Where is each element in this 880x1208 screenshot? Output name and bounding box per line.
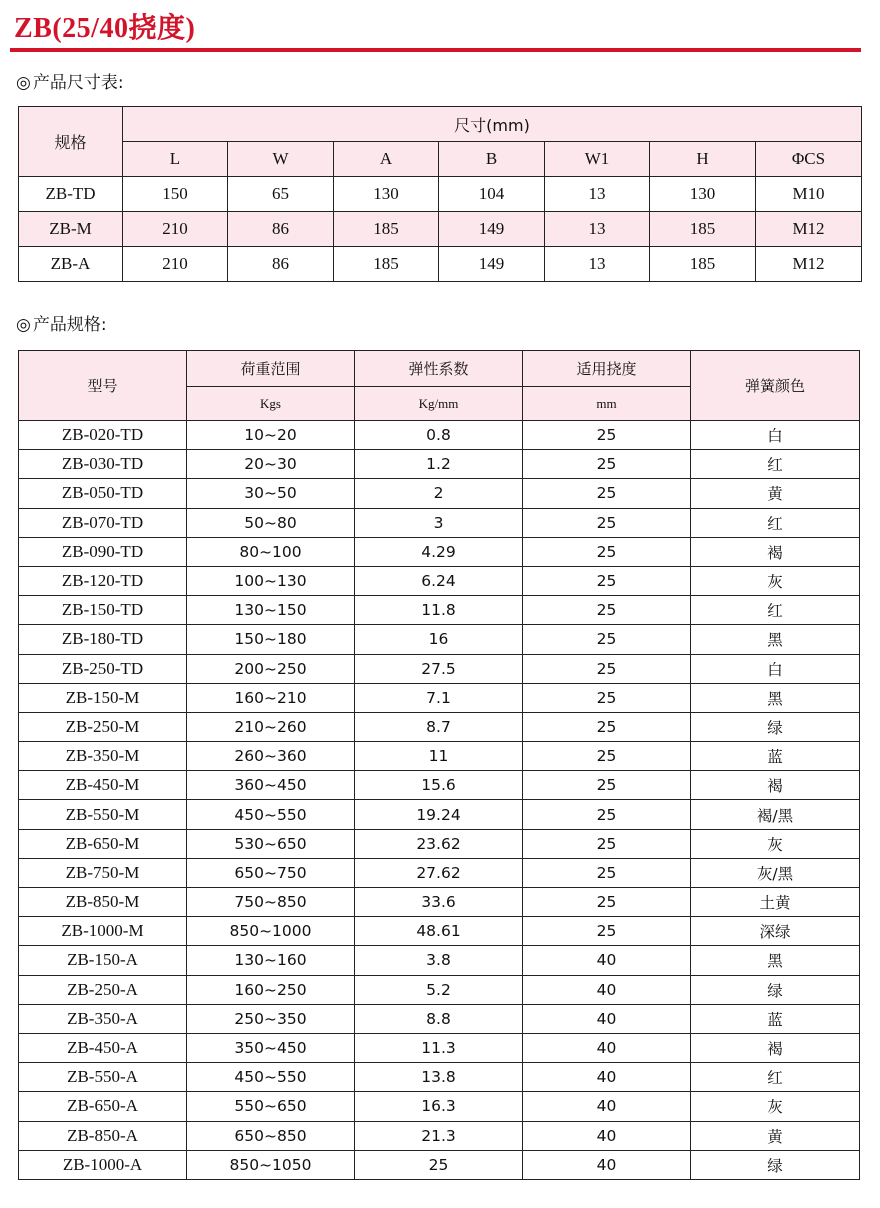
table-row xyxy=(19,683,860,712)
table-cell: 绿 xyxy=(691,712,860,741)
table-cell: 50~80 xyxy=(187,508,355,537)
table-cell: 黄 xyxy=(691,479,860,508)
table-cell: 210~260 xyxy=(187,712,355,741)
table-cell: 25 xyxy=(523,858,691,887)
section-label: 产品尺寸表: xyxy=(32,73,124,93)
model-cell: ZB-180-TD xyxy=(19,625,187,654)
model-cell: ZB-850-M xyxy=(19,888,187,917)
unit-label: mm xyxy=(523,387,691,421)
table-cell: 13 xyxy=(545,212,650,247)
table-cell: 红 xyxy=(691,1063,860,1092)
row-header-spec: 规格 xyxy=(19,107,123,177)
table-cell: 25 xyxy=(523,421,691,450)
table-cell: 褐 xyxy=(691,537,860,566)
table-cell: 850~1050 xyxy=(187,1150,355,1179)
table-cell: 23.62 xyxy=(355,829,523,858)
table-cell: M10 xyxy=(756,177,862,212)
table-cell: 40 xyxy=(523,1121,691,1150)
table-cell: 11 xyxy=(355,742,523,771)
table-cell: M12 xyxy=(756,212,862,247)
table-cell: 130~150 xyxy=(187,596,355,625)
table-cell: 蓝 xyxy=(691,742,860,771)
table-cell: 185 xyxy=(334,247,439,282)
table-cell: 40 xyxy=(523,1004,691,1033)
table-cell: 13 xyxy=(545,177,650,212)
table-row xyxy=(19,537,860,566)
table-cell: 25 xyxy=(523,917,691,946)
model-cell: ZB-030-TD xyxy=(19,450,187,479)
table-cell: 40 xyxy=(523,1063,691,1092)
table-cell: 4.29 xyxy=(355,537,523,566)
model-cell: ZB-450-M xyxy=(19,771,187,800)
column-header-spring-rate: 弹性系数 xyxy=(355,351,523,387)
table-cell: 86 xyxy=(228,247,334,282)
table-cell: 红 xyxy=(691,508,860,537)
table-cell: 160~250 xyxy=(187,975,355,1004)
unit-label: Kg/mm xyxy=(355,387,523,421)
table-cell: 13.8 xyxy=(355,1063,523,1092)
table-cell: 25 xyxy=(523,800,691,829)
table-cell: 1.2 xyxy=(355,450,523,479)
table-cell: 7.1 xyxy=(355,683,523,712)
table-cell: 650~750 xyxy=(187,858,355,887)
table-cell: 210 xyxy=(123,212,228,247)
table-row xyxy=(19,1092,860,1121)
table-cell: 25 xyxy=(355,1150,523,1179)
table-cell: 5.2 xyxy=(355,975,523,1004)
table-row xyxy=(19,946,860,975)
table-row xyxy=(19,1004,860,1033)
table-cell: 红 xyxy=(691,450,860,479)
table-cell: 200~250 xyxy=(187,654,355,683)
column-header: B xyxy=(439,142,545,177)
table-cell: 48.61 xyxy=(355,917,523,946)
table-cell: 3.8 xyxy=(355,946,523,975)
dimension-table xyxy=(18,106,862,282)
table-cell: 11.8 xyxy=(355,596,523,625)
table-cell: 185 xyxy=(650,212,756,247)
table-row xyxy=(19,917,860,946)
table-cell: 15.6 xyxy=(355,771,523,800)
table-cell: 6.24 xyxy=(355,566,523,595)
table-cell: 黄 xyxy=(691,1121,860,1150)
table-cell: 白 xyxy=(691,654,860,683)
table-cell: 25 xyxy=(523,508,691,537)
table-row xyxy=(19,800,860,829)
title-divider xyxy=(10,48,861,52)
table-cell: 25 xyxy=(523,829,691,858)
table-cell: 16 xyxy=(355,625,523,654)
table-cell: 10~20 xyxy=(187,421,355,450)
table-cell: 149 xyxy=(439,247,545,282)
table-cell: 850~1000 xyxy=(187,917,355,946)
column-header-load-range: 荷重范围 xyxy=(187,351,355,387)
table-row xyxy=(19,888,860,917)
table-cell: 3 xyxy=(355,508,523,537)
table-cell: 16.3 xyxy=(355,1092,523,1121)
table-cell: 0.8 xyxy=(355,421,523,450)
model-cell: ZB-550-M xyxy=(19,800,187,829)
table-cell: 40 xyxy=(523,1150,691,1179)
table-cell: 绿 xyxy=(691,1150,860,1179)
table-cell: 25 xyxy=(523,742,691,771)
table-cell: 灰/黑 xyxy=(691,858,860,887)
table-cell: 40 xyxy=(523,975,691,1004)
table-row xyxy=(19,421,860,450)
table-cell: 黑 xyxy=(691,946,860,975)
table-cell: 550~650 xyxy=(187,1092,355,1121)
column-header: A xyxy=(334,142,439,177)
table-row xyxy=(19,712,860,741)
table-cell: 27.62 xyxy=(355,858,523,887)
table-cell: M12 xyxy=(756,247,862,282)
table-row xyxy=(19,596,860,625)
model-cell: ZB-090-TD xyxy=(19,537,187,566)
column-header: L xyxy=(123,142,228,177)
model-cell: ZB-120-TD xyxy=(19,566,187,595)
table-row xyxy=(19,508,860,537)
table-cell: 40 xyxy=(523,1092,691,1121)
column-header-deflection: 适用挠度 xyxy=(523,351,691,387)
table-cell: 360~450 xyxy=(187,771,355,800)
table-cell: 130~160 xyxy=(187,946,355,975)
table-cell: 土黄 xyxy=(691,888,860,917)
row-label: ZB-M xyxy=(19,212,123,247)
table-cell: 红 xyxy=(691,596,860,625)
table-cell: 8.8 xyxy=(355,1004,523,1033)
table-cell: 33.6 xyxy=(355,888,523,917)
column-header: W1 xyxy=(545,142,650,177)
section-label: 产品规格: xyxy=(32,315,107,335)
table-cell: 黑 xyxy=(691,683,860,712)
model-cell: ZB-350-A xyxy=(19,1004,187,1033)
table-cell: 40 xyxy=(523,1033,691,1062)
table-cell: 260~360 xyxy=(187,742,355,771)
row-label: ZB-A xyxy=(19,247,123,282)
table-row xyxy=(19,212,862,247)
table-row xyxy=(19,654,860,683)
column-header-model: 型号 xyxy=(19,351,187,421)
table-row xyxy=(19,247,862,282)
model-cell: ZB-750-M xyxy=(19,858,187,887)
table-cell: 灰 xyxy=(691,566,860,595)
page-title: ZB(25/40挠度) xyxy=(14,13,196,44)
model-cell: ZB-250-M xyxy=(19,712,187,741)
table-cell: 褐/黑 xyxy=(691,800,860,829)
table-cell: 25 xyxy=(523,566,691,595)
model-cell: ZB-1000-A xyxy=(19,1150,187,1179)
table-cell: 80~100 xyxy=(187,537,355,566)
column-header: ΦCS xyxy=(756,142,862,177)
table-cell: 160~210 xyxy=(187,683,355,712)
table-cell: 褐 xyxy=(691,771,860,800)
table-cell: 25 xyxy=(523,712,691,741)
table-cell: 65 xyxy=(228,177,334,212)
model-cell: ZB-150-A xyxy=(19,946,187,975)
table-row xyxy=(19,566,860,595)
table-cell: 13 xyxy=(545,247,650,282)
section-heading-dimensions xyxy=(16,68,124,93)
table-cell: 11.3 xyxy=(355,1033,523,1062)
table-row xyxy=(19,177,862,212)
table-cell: 绿 xyxy=(691,975,860,1004)
table-row xyxy=(19,1033,860,1062)
section-heading-specs xyxy=(16,310,107,335)
table-row xyxy=(19,1150,860,1179)
table-cell: 黑 xyxy=(691,625,860,654)
table-row xyxy=(19,1121,860,1150)
table-cell: 104 xyxy=(439,177,545,212)
table-cell: 25 xyxy=(523,654,691,683)
table-cell: 25 xyxy=(523,888,691,917)
table-cell: 25 xyxy=(523,537,691,566)
group-header-size: 尺寸(mm) xyxy=(123,107,862,142)
model-cell: ZB-650-A xyxy=(19,1092,187,1121)
bullet-circle-icon: ◎ xyxy=(16,315,31,335)
table-cell: 185 xyxy=(334,212,439,247)
table-row xyxy=(19,1063,860,1092)
table-cell: 650~850 xyxy=(187,1121,355,1150)
table-row xyxy=(19,975,860,1004)
table-cell: 350~450 xyxy=(187,1033,355,1062)
table-row xyxy=(19,771,860,800)
row-label: ZB-TD xyxy=(19,177,123,212)
table-cell: 130 xyxy=(334,177,439,212)
table-cell: 185 xyxy=(650,247,756,282)
spec-table xyxy=(18,350,860,1180)
model-cell: ZB-350-M xyxy=(19,742,187,771)
table-row xyxy=(19,858,860,887)
unit-label: Kgs xyxy=(187,387,355,421)
table-cell: 250~350 xyxy=(187,1004,355,1033)
table-cell: 150 xyxy=(123,177,228,212)
model-cell: ZB-250-A xyxy=(19,975,187,1004)
table-cell: 25 xyxy=(523,683,691,712)
table-cell: 21.3 xyxy=(355,1121,523,1150)
table-row xyxy=(19,742,860,771)
table-row xyxy=(19,625,860,654)
table-cell: 灰 xyxy=(691,829,860,858)
model-cell: ZB-150-M xyxy=(19,683,187,712)
model-cell: ZB-450-A xyxy=(19,1033,187,1062)
model-cell: ZB-150-TD xyxy=(19,596,187,625)
model-cell: ZB-1000-M xyxy=(19,917,187,946)
table-cell: 750~850 xyxy=(187,888,355,917)
table-cell: 25 xyxy=(523,771,691,800)
table-row xyxy=(19,829,860,858)
table-cell: 210 xyxy=(123,247,228,282)
table-cell: 450~550 xyxy=(187,1063,355,1092)
model-cell: ZB-050-TD xyxy=(19,479,187,508)
table-cell: 25 xyxy=(523,450,691,479)
table-cell: 100~130 xyxy=(187,566,355,595)
table-row xyxy=(19,479,860,508)
table-cell: 8.7 xyxy=(355,712,523,741)
table-cell: 30~50 xyxy=(187,479,355,508)
table-cell: 149 xyxy=(439,212,545,247)
table-cell: 灰 xyxy=(691,1092,860,1121)
table-cell: 27.5 xyxy=(355,654,523,683)
table-cell: 25 xyxy=(523,625,691,654)
table-cell: 20~30 xyxy=(187,450,355,479)
model-cell: ZB-550-A xyxy=(19,1063,187,1092)
column-header-spring-color: 弹簧颜色 xyxy=(691,351,860,421)
table-cell: 褐 xyxy=(691,1033,860,1062)
bullet-circle-icon: ◎ xyxy=(16,73,31,93)
table-cell: 150~180 xyxy=(187,625,355,654)
model-cell: ZB-850-A xyxy=(19,1121,187,1150)
model-cell: ZB-070-TD xyxy=(19,508,187,537)
table-cell: 白 xyxy=(691,421,860,450)
table-cell: 450~550 xyxy=(187,800,355,829)
model-cell: ZB-650-M xyxy=(19,829,187,858)
table-cell: 深绿 xyxy=(691,917,860,946)
table-cell: 40 xyxy=(523,946,691,975)
table-cell: 530~650 xyxy=(187,829,355,858)
table-cell: 蓝 xyxy=(691,1004,860,1033)
model-cell: ZB-020-TD xyxy=(19,421,187,450)
table-cell: 25 xyxy=(523,596,691,625)
table-cell: 86 xyxy=(228,212,334,247)
table-cell: 25 xyxy=(523,479,691,508)
column-header: W xyxy=(228,142,334,177)
table-cell: 2 xyxy=(355,479,523,508)
column-header: H xyxy=(650,142,756,177)
table-cell: 19.24 xyxy=(355,800,523,829)
table-cell: 130 xyxy=(650,177,756,212)
table-row xyxy=(19,450,860,479)
model-cell: ZB-250-TD xyxy=(19,654,187,683)
